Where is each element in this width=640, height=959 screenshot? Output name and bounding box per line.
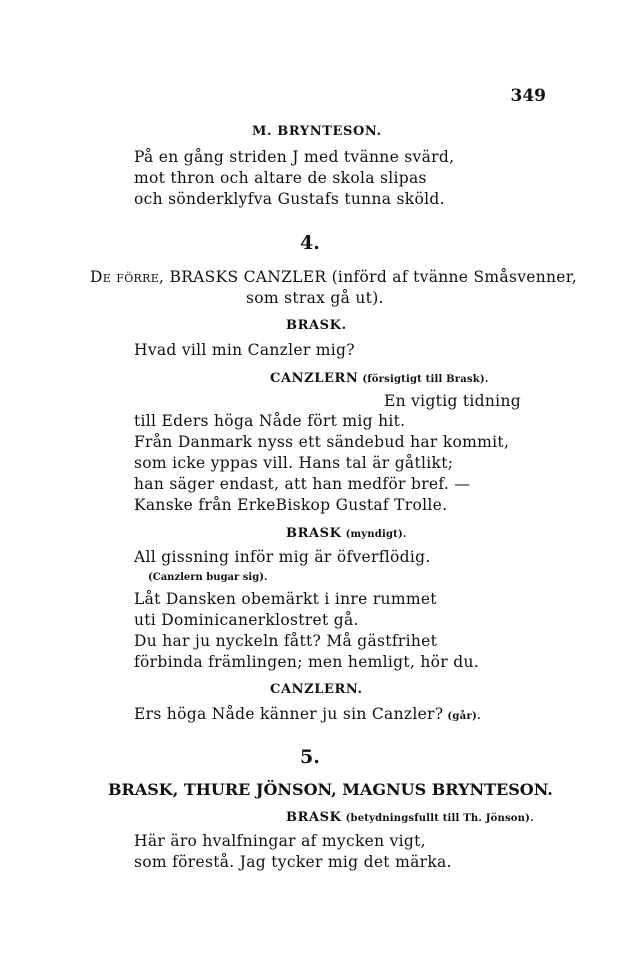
verse-line: All gissning inför mig är öfverflödig.	[134, 548, 431, 566]
stage-direction: (myndigt).	[345, 529, 407, 540]
verse-line: som icke yppas vill. Hans tal är gåtlikt;	[134, 454, 454, 472]
verse-line: förbinda främlingen; men hemligt, hör du.	[134, 653, 479, 671]
scene-cast: BRASK, THURE JÖNSON, MAGNUS BRYNTESON.	[108, 780, 553, 799]
scene-number: 4.	[300, 232, 320, 254]
verse-line-with-direction	[134, 705, 481, 723]
scene-heading-continued: som strax gå ut).	[246, 289, 384, 307]
speaker-name: BRASK	[286, 810, 342, 825]
verse-line: Här äro hvalfningar af mycken vigt,	[134, 832, 426, 850]
verse-line: Från Danmark nyss ett sändebud har kommit,	[134, 433, 510, 451]
speaker-name: CANZLERN.	[270, 682, 363, 697]
verse-line: uti Dominicanerklostret gå.	[134, 611, 359, 629]
verse-line: En vigtig tidning	[384, 392, 521, 410]
stage-direction: (betydningsfullt till Th. Jönson).	[345, 813, 534, 824]
speaker-name: BRASK	[286, 526, 342, 541]
stage-direction: (försigtigt till Brask).	[362, 374, 489, 385]
verse-text: Ers höga Nåde känner ju sin Canzler?	[134, 705, 444, 723]
speaker-with-direction	[286, 526, 407, 541]
speaker-with-direction	[286, 810, 534, 825]
stage-direction: (Canzlern bugar sig).	[148, 572, 268, 583]
speaker-with-direction	[270, 371, 489, 386]
verse-line: och sönderklyfva Gustafs tunna sköld.	[134, 190, 445, 208]
stage-direction: (går).	[447, 711, 481, 722]
speaker-name: BRASK.	[286, 318, 347, 333]
verse-line: Hvad vill min Canzler mig?	[134, 341, 355, 359]
verse-line: han säger endast, att han medför bref. —	[134, 475, 471, 493]
verse-line: Du har ju nyckeln fått? Må gästfrihet	[134, 632, 438, 650]
verse-line: Låt Dansken obemärkt i inre rummet	[134, 590, 437, 608]
scene-prefix: De förre,	[90, 268, 165, 286]
scene-number: 5.	[300, 746, 320, 768]
verse-line: som förestå. Jag tycker mig det märka.	[134, 853, 452, 871]
speaker-name: CANZLERN	[270, 371, 359, 386]
verse-line: mot thron och altare de skola slipas	[134, 169, 427, 187]
verse-line: På en gång striden J med tvänne svärd,	[134, 148, 455, 166]
scene-heading-text: BRASKS CANZLER (införd af tvänne Småsvenner,	[169, 268, 578, 286]
page-number: 349	[510, 86, 546, 106]
scene-heading	[90, 268, 577, 286]
speaker-name: M. BRYNTESON.	[252, 124, 382, 139]
verse-line: till Eders höga Nåde fört mig hit.	[134, 412, 406, 430]
verse-line: Kanske från ErkeBiskop Gustaf Trolle.	[134, 496, 448, 514]
